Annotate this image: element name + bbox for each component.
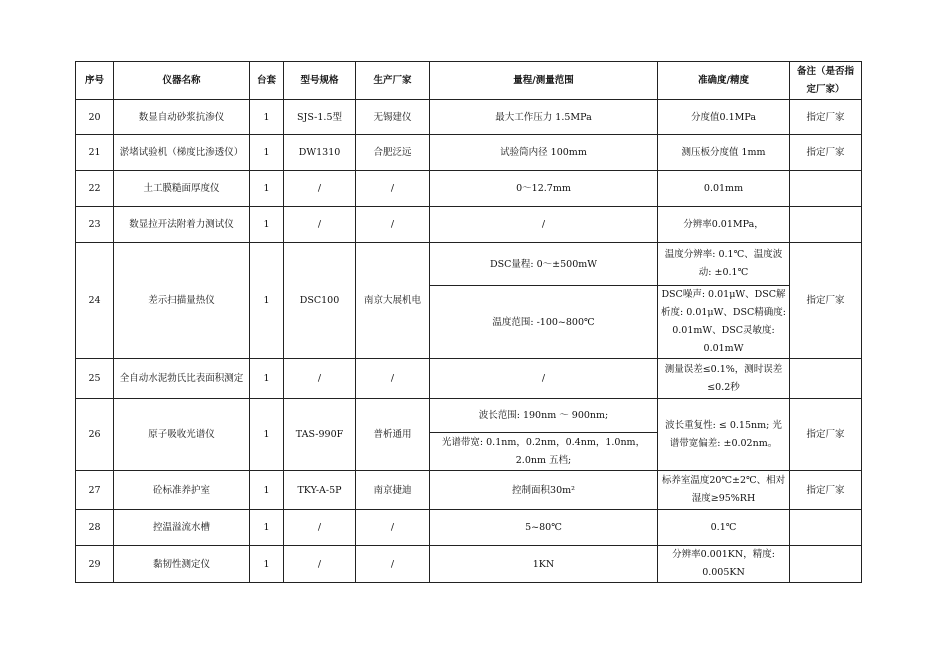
cell-name: 控温溢流水槽 bbox=[114, 510, 250, 546]
cell-range: 波长范围: 190nm ～ 900nm; bbox=[430, 399, 658, 433]
cell-range: 5~80℃ bbox=[430, 510, 658, 546]
cell-no: 27 bbox=[76, 471, 114, 510]
cell-no: 28 bbox=[76, 510, 114, 546]
cell-model: DW1310 bbox=[284, 135, 356, 171]
cell-qty: 1 bbox=[250, 135, 284, 171]
table-row bbox=[76, 510, 862, 546]
cell-no: 22 bbox=[76, 171, 114, 207]
cell-model: TAS-990F bbox=[284, 399, 356, 471]
cell-name: 黏韧性测定仪 bbox=[114, 546, 250, 583]
cell-remark bbox=[790, 359, 862, 399]
cell-no: 23 bbox=[76, 207, 114, 243]
cell-no: 21 bbox=[76, 135, 114, 171]
cell-range: DSC量程: 0～±500mW bbox=[430, 243, 658, 286]
cell-maker: 南京捷迪 bbox=[356, 471, 430, 510]
cell-qty: 1 bbox=[250, 546, 284, 583]
header-accuracy: 准确度/精度 bbox=[658, 62, 790, 100]
cell-accuracy: 0.01mm bbox=[658, 171, 790, 207]
cell-remark bbox=[790, 207, 862, 243]
cell-accuracy: 分辨率0.01MPa， bbox=[658, 207, 790, 243]
table-row bbox=[76, 171, 862, 207]
cell-model: SJS-1.5型 bbox=[284, 100, 356, 135]
cell-no: 26 bbox=[76, 399, 114, 471]
cell-name: 原子吸收光谱仪 bbox=[114, 399, 250, 471]
cell-accuracy: 分度值0.1MPa bbox=[658, 100, 790, 135]
table-row bbox=[76, 135, 862, 171]
cell-model: / bbox=[284, 207, 356, 243]
cell-qty: 1 bbox=[250, 100, 284, 135]
table-row bbox=[76, 546, 862, 583]
cell-model: DSC100 bbox=[284, 243, 356, 359]
table-row bbox=[76, 399, 862, 433]
header-remark: 备注（是否指定厂家） bbox=[790, 62, 862, 100]
table-row bbox=[76, 243, 862, 286]
cell-no: 29 bbox=[76, 546, 114, 583]
cell-name: 数显拉开法附着力测试仪 bbox=[114, 207, 250, 243]
header-qty: 台套 bbox=[250, 62, 284, 100]
cell-qty: 1 bbox=[250, 171, 284, 207]
cell-maker: / bbox=[356, 510, 430, 546]
cell-range: 0～12.7mm bbox=[430, 171, 658, 207]
cell-accuracy: 0.1℃ bbox=[658, 510, 790, 546]
header-model: 型号规格 bbox=[284, 62, 356, 100]
cell-maker: 南京大展机电 bbox=[356, 243, 430, 359]
cell-range: / bbox=[430, 359, 658, 399]
cell-accuracy: 分辨率0.001KN，精度: 0.005KN bbox=[658, 546, 790, 583]
cell-accuracy: 温度分辨率: 0.1℃、温度波动: ±0.1℃ bbox=[658, 243, 790, 286]
cell-qty: 1 bbox=[250, 471, 284, 510]
cell-range: 控制面积30m² bbox=[430, 471, 658, 510]
cell-qty: 1 bbox=[250, 399, 284, 471]
cell-remark: 指定厂家 bbox=[790, 100, 862, 135]
cell-model: / bbox=[284, 510, 356, 546]
cell-maker: 合肥泛远 bbox=[356, 135, 430, 171]
cell-maker: / bbox=[356, 171, 430, 207]
cell-remark: 指定厂家 bbox=[790, 243, 862, 359]
cell-maker: / bbox=[356, 546, 430, 583]
cell-maker: / bbox=[356, 207, 430, 243]
cell-name: 差示扫描量热仪 bbox=[114, 243, 250, 359]
cell-range: 最大工作压力 1.5MPa bbox=[430, 100, 658, 135]
cell-name: 土工膜糙面厚度仪 bbox=[114, 171, 250, 207]
cell-remark: 指定厂家 bbox=[790, 471, 862, 510]
cell-remark: 指定厂家 bbox=[790, 399, 862, 471]
cell-qty: 1 bbox=[250, 359, 284, 399]
cell-model: / bbox=[284, 546, 356, 583]
cell-no: 25 bbox=[76, 359, 114, 399]
header-no: 序号 bbox=[76, 62, 114, 100]
cell-range: 试验筒内径 100mm bbox=[430, 135, 658, 171]
cell-name: 砼标准养护室 bbox=[114, 471, 250, 510]
cell-qty: 1 bbox=[250, 207, 284, 243]
cell-name: 数显自动砂浆抗渗仪 bbox=[114, 100, 250, 135]
table-row bbox=[76, 207, 862, 243]
cell-accuracy: DSC噪声: 0.01μW、DSC解析度: 0.01μW、DSC精确度: 0.01mW、DSC灵敏度: 0.01mW bbox=[658, 286, 790, 359]
cell-model: TKY-A-5P bbox=[284, 471, 356, 510]
table-row bbox=[76, 100, 862, 135]
cell-remark bbox=[790, 510, 862, 546]
cell-range: / bbox=[430, 207, 658, 243]
cell-accuracy: 测量误差≤0.1%，测时误差≤0.2秒 bbox=[658, 359, 790, 399]
cell-accuracy: 测压板分度值 1mm bbox=[658, 135, 790, 171]
header-range: 量程/测量范围 bbox=[430, 62, 658, 100]
cell-accuracy: 标养室温度20℃±2℃、相对湿度≥95%RH bbox=[658, 471, 790, 510]
cell-remark: 指定厂家 bbox=[790, 135, 862, 171]
header-row bbox=[76, 62, 862, 100]
cell-name: 全自动水泥勃氏比表面积测定 bbox=[114, 359, 250, 399]
table-row bbox=[76, 359, 862, 399]
cell-range: 光谱带宽: 0.1nm，0.2nm，0.4nm，1.0nm，2.0nm 五档; bbox=[430, 433, 658, 471]
cell-range: 1KN bbox=[430, 546, 658, 583]
cell-no: 20 bbox=[76, 100, 114, 135]
instrument-table bbox=[75, 61, 862, 583]
cell-maker: / bbox=[356, 359, 430, 399]
cell-model: / bbox=[284, 359, 356, 399]
header-name: 仪器名称 bbox=[114, 62, 250, 100]
cell-remark bbox=[790, 171, 862, 207]
table-row bbox=[76, 471, 862, 510]
cell-range: 温度范围: -100~800℃ bbox=[430, 286, 658, 359]
cell-accuracy: 波长重复性: ≤ 0.15nm; 光谱带宽偏差: ±0.02nm。 bbox=[658, 399, 790, 471]
cell-name: 淤堵试验机（梯度比渗透仪） bbox=[114, 135, 250, 171]
cell-qty: 1 bbox=[250, 243, 284, 359]
cell-no: 24 bbox=[76, 243, 114, 359]
cell-model: / bbox=[284, 171, 356, 207]
cell-maker: 无锡建仪 bbox=[356, 100, 430, 135]
cell-qty: 1 bbox=[250, 510, 284, 546]
header-maker: 生产厂家 bbox=[356, 62, 430, 100]
cell-maker: 普析通用 bbox=[356, 399, 430, 471]
cell-remark bbox=[790, 546, 862, 583]
